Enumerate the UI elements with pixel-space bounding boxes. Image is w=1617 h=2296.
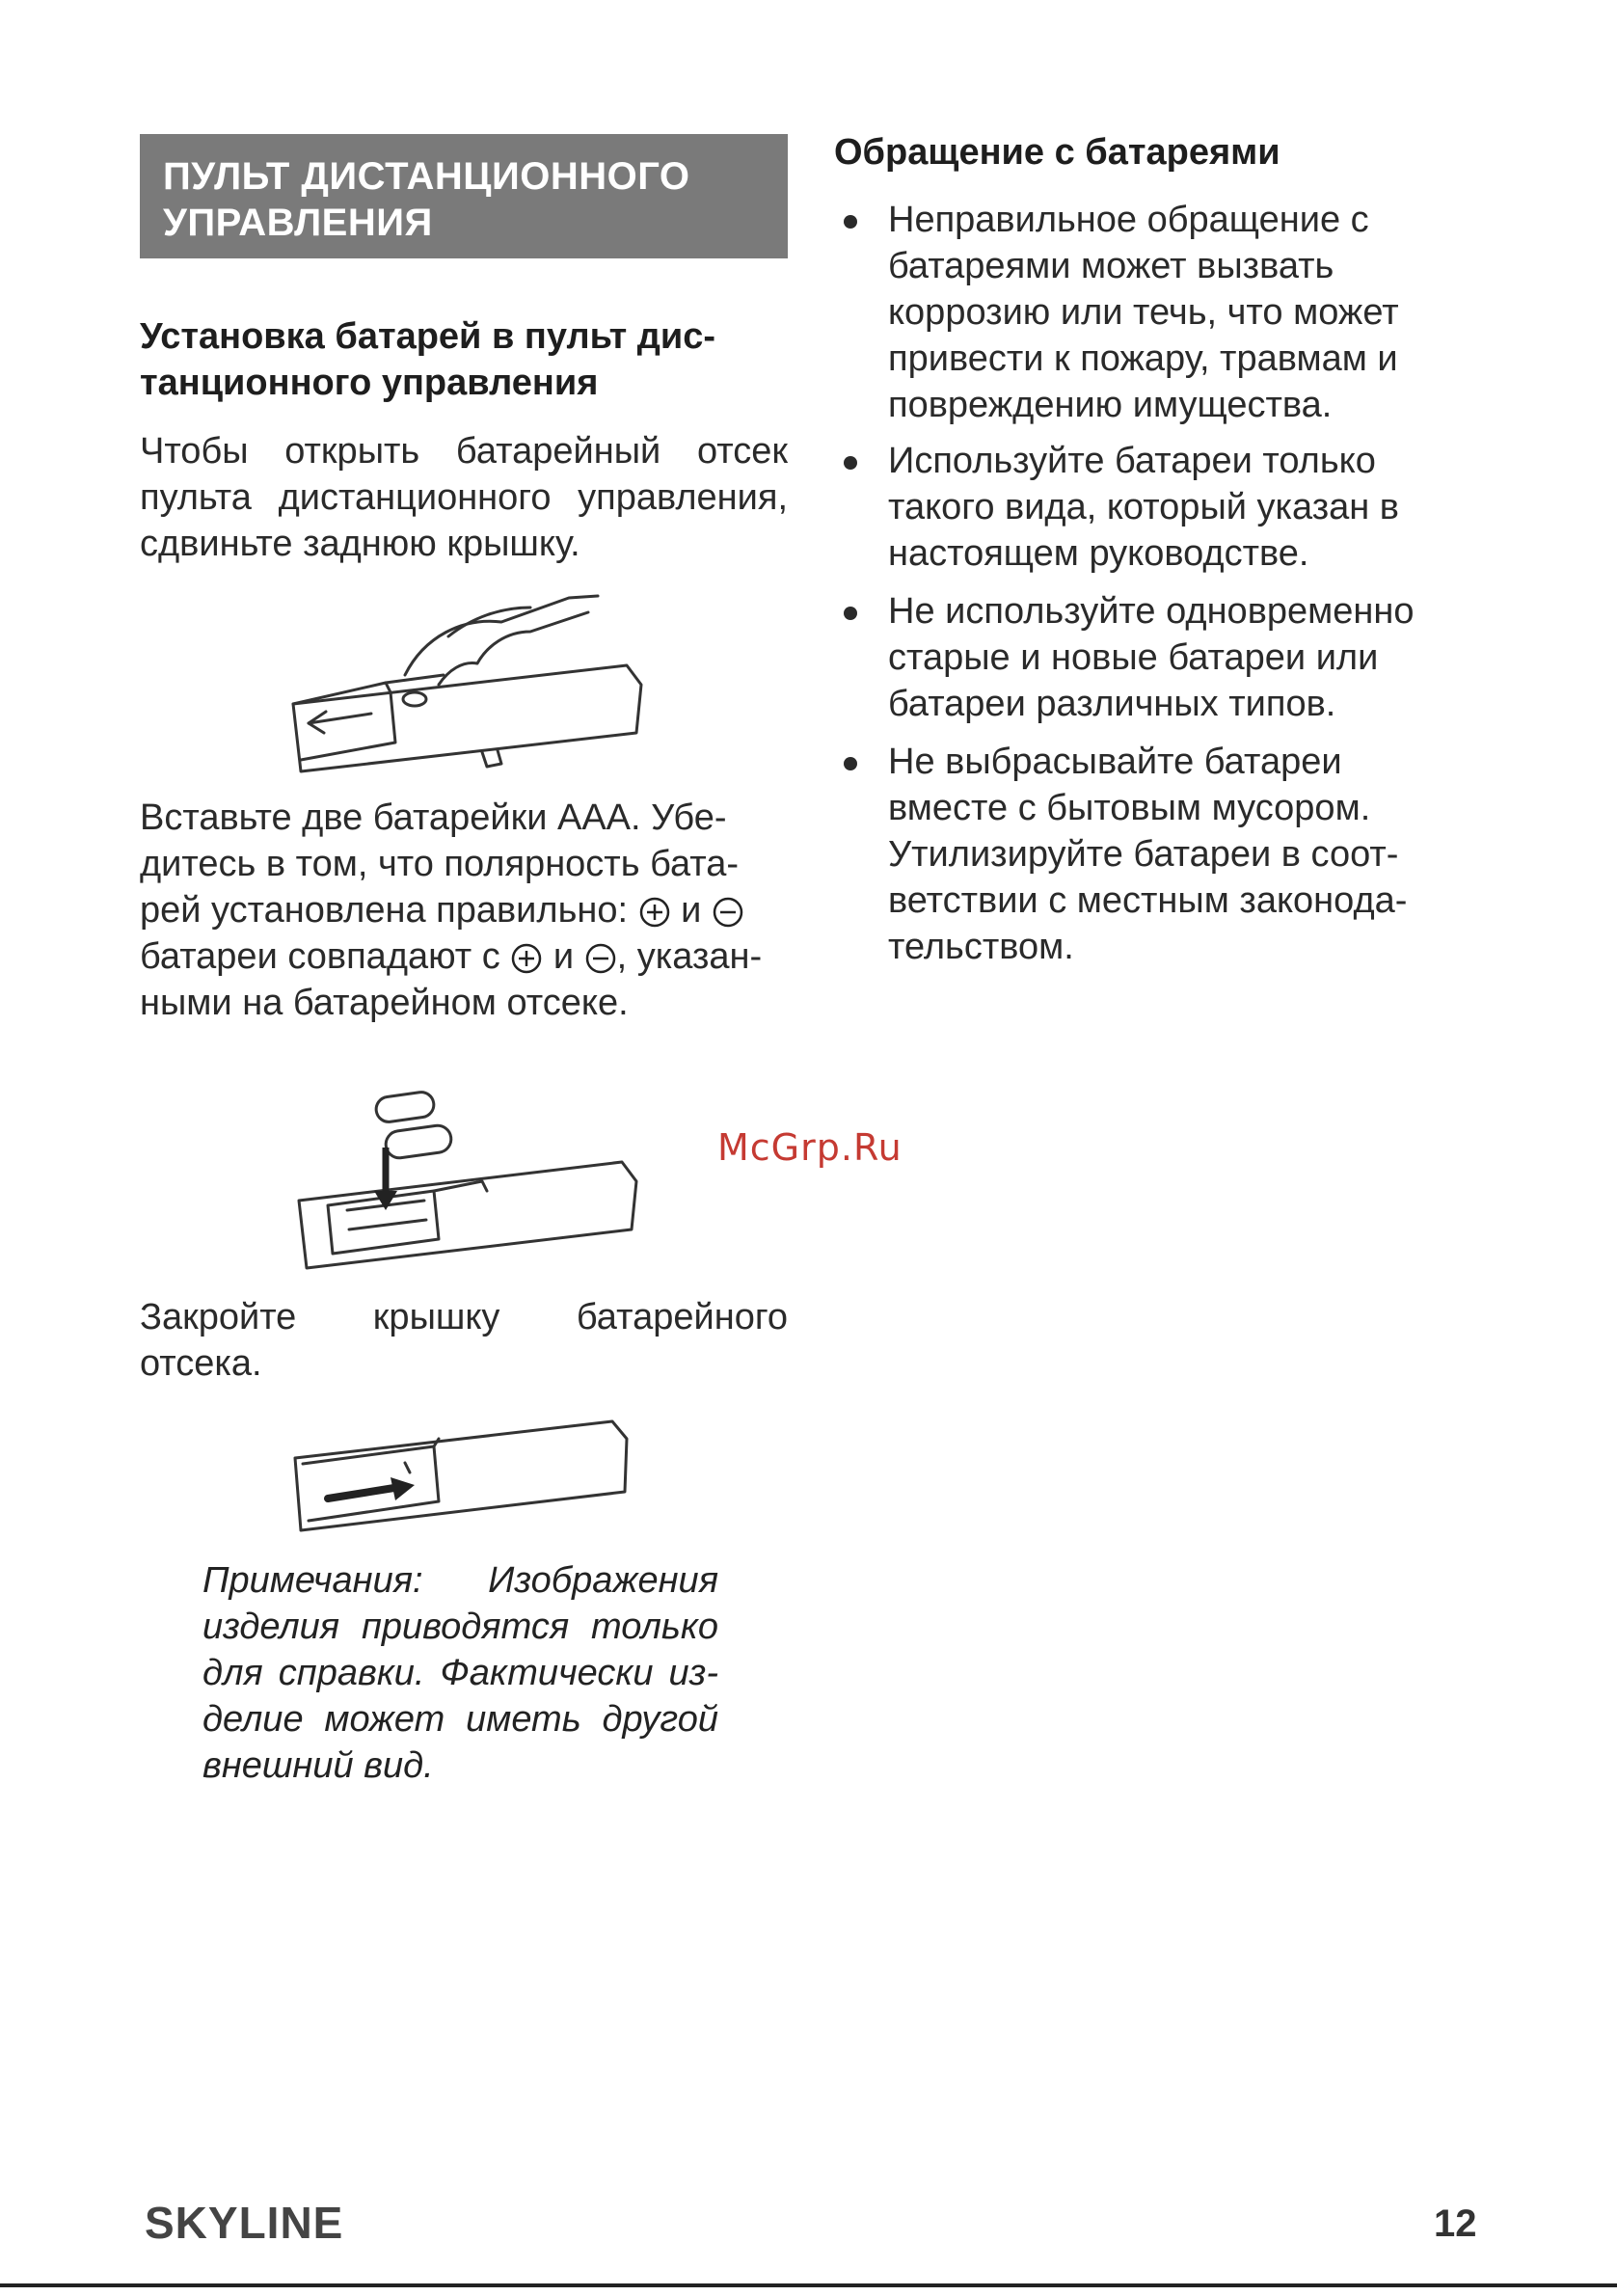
insert-batteries-illustration [289,1085,646,1278]
bullet-dot [844,757,857,770]
bullet-dot [844,607,857,620]
bullet-line: Не используйте одновременно [888,591,1415,632]
plus-circle-icon [638,896,671,929]
install-subheading [140,313,795,406]
bullet-item [834,197,1461,428]
bullet-dot [844,215,857,229]
paragraph-line: Закройте крышку батарейного [140,1297,788,1337]
banner-line: УПРАВЛЕНИЯ [163,202,433,244]
bullet-line: Утилизируйте батареи в соот- [888,834,1399,875]
bullet-line: настоящем руководстве. [888,533,1309,574]
watermark: McGrp.Ru [717,1126,903,1169]
bullet-item [834,438,1461,577]
paragraph-line: ными на батарейном отсеке. [140,983,629,1023]
page-number: 12 [1434,2202,1477,2245]
section-banner [140,134,788,258]
note-line: Примечания: Изображения [202,1560,718,1601]
subheading-line: танционного управления [140,363,599,403]
bottom-rule [0,2283,1617,2287]
minus-circle-icon [584,942,617,975]
bullet-line: вместе с бытовым мусором. [888,788,1371,828]
remote-close-cover-illustration [289,1410,636,1535]
bullet-line: повреждению имущества. [888,385,1333,425]
paragraph-line: Чтобы открыть батарейный отсек [140,431,788,472]
paragraph-line: сдвиньте заднюю крышку. [140,524,580,564]
bullet-item [834,739,1461,970]
bullet-item [834,588,1461,727]
note-paragraph [202,1557,718,1789]
close-paragraph [140,1294,788,1387]
brand-logo: SKYLINE [145,2198,344,2248]
paragraph-line: Вставьте две батарейки ААА. Убе- [140,797,727,838]
note-line: делие может иметь другой [202,1699,718,1740]
bullet-line: тельством. [888,927,1074,967]
bullet-line: старые и новые батареи или [888,637,1379,678]
paragraph-line: батареи совпадают с и , указан- [140,936,763,977]
remote-open-cover-illustration [280,579,656,781]
intro-paragraph [140,428,788,567]
insert-paragraph [140,795,795,1026]
note-line: внешний вид. [202,1745,434,1786]
bullet-line: батареи различных типов. [888,684,1336,724]
note-line: изделия приводятся только [202,1607,718,1647]
paragraph-line: пульта дистанционного управления, [140,477,788,518]
bullet-line: батареями может вызвать [888,246,1334,286]
plus-circle-icon [510,942,543,975]
banner-line: ПУЛЬТ ДИСТАНЦИОННОГО [163,155,690,198]
battery-handling-heading: Обращение с батареями [834,132,1280,173]
paragraph-line: рей установлена правильно: и [140,887,795,933]
minus-circle-icon [712,896,744,929]
bullet-line: коррозию или течь, что может [888,292,1399,333]
bullet-line: привести к пожару, травмам и [888,338,1398,379]
bullet-line: такого вида, который указан в [888,487,1399,527]
paragraph-line: отсека. [140,1343,262,1384]
bullet-line: ветствии с местным законода- [888,880,1408,921]
bullet-line: Используйте батареи только [888,441,1376,481]
paragraph-line: дитесь в том, что полярность бата- [140,844,740,884]
subheading-line: Установка батарей в пульт дис- [140,316,716,357]
note-line: для справки. Фактически из- [202,1653,718,1693]
bullet-dot [844,456,857,470]
bullet-line: Не выбрасывайте батареи [888,742,1342,782]
bullet-line: Неправильное обращение с [888,200,1369,240]
